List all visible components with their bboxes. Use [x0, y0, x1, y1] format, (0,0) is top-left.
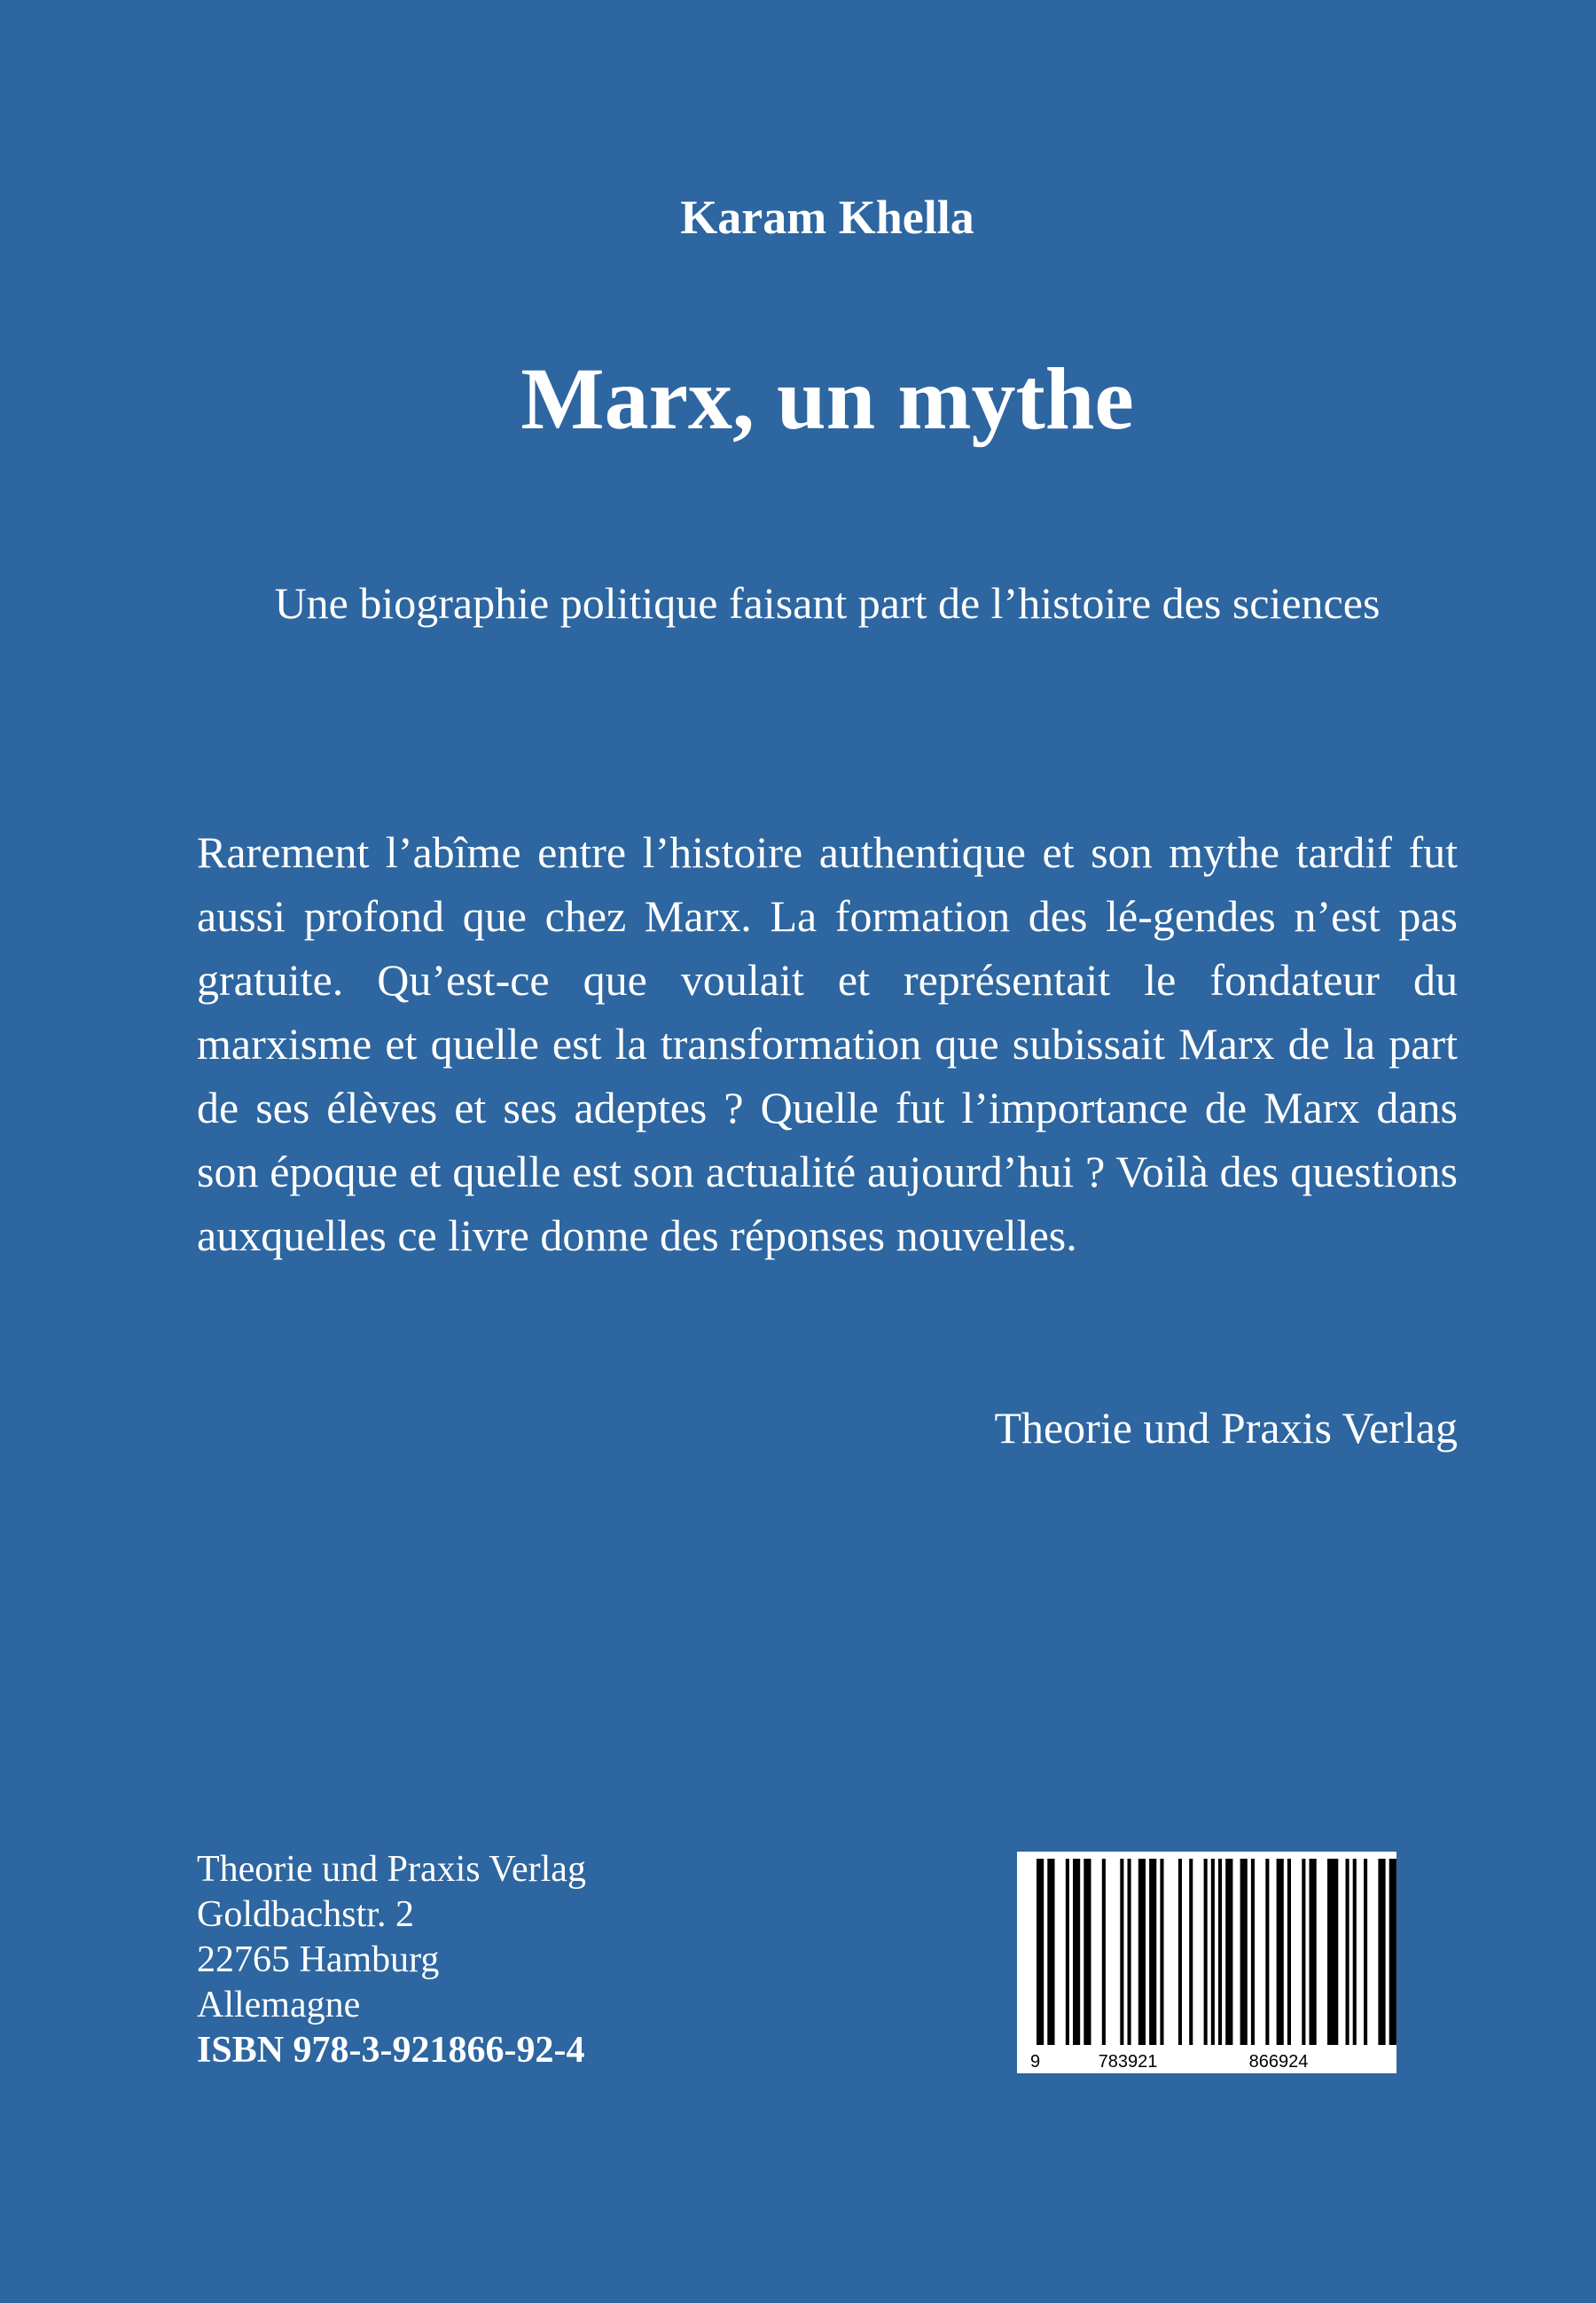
barcode-bar	[1225, 1859, 1232, 2045]
isbn-number: ISBN 978-3-921866-92-4	[197, 2030, 585, 2071]
barcode-bar	[1037, 1859, 1044, 2045]
barcode-digits-left: 783921	[1098, 2052, 1158, 2072]
barcode-bar	[1178, 1859, 1182, 2045]
barcode-bar	[1120, 1859, 1123, 2045]
barcode-graphic	[1017, 1852, 1396, 2073]
barcode-bar	[1160, 1859, 1163, 2045]
blurb-paragraph: Rarement l’abîme entre l’histoire authentique et son mythe tardif fut aussi profond que chez Marx. La formation des lé-gendes n’est pas gratuite. Qu’est-ce que voulait et représentait le fondateur du marxisme et quelle est la transformation que subissait Marx de la part de ses élèves et ses adeptes ? Quelle fut l’importance de Marx dans son époque et quelle est son actualité aujourd’hui ? Voilà des questions auxquelles ce livre donne des réponses nouvelles.	[197, 827, 1458, 1260]
barcode-bar	[1364, 1859, 1367, 2045]
barcode-bar	[1084, 1859, 1091, 2045]
barcode-bar	[1149, 1859, 1156, 2045]
barcode-bar	[1353, 1859, 1357, 2045]
barcode-bar	[1265, 1859, 1269, 2045]
address-street: Goldbachstr. 2	[197, 1894, 414, 1935]
publisher-signature: Theorie und Praxis Verlag	[994, 1403, 1458, 1453]
barcode-bar	[1287, 1859, 1291, 2045]
barcode-bar	[1302, 1859, 1305, 2045]
author-name: Karam Khella	[680, 191, 974, 244]
address-publisher: Theorie und Praxis Verlag	[197, 1849, 586, 1890]
barcode-bar	[1389, 1859, 1396, 2045]
publisher-address	[197, 1847, 995, 2073]
address-country: Allemagne	[197, 1985, 361, 2025]
barcode-bar	[1378, 1859, 1385, 2045]
barcode-bar	[1218, 1859, 1222, 2045]
barcode-bars	[1037, 1859, 1396, 2045]
barcode-bar	[1251, 1859, 1255, 2045]
barcode-bar	[1240, 1859, 1248, 2045]
barcode-digits-right: 866924	[1248, 2052, 1309, 2072]
barcode-bar	[1277, 1859, 1284, 2045]
barcode	[1017, 1852, 1396, 2073]
book-title: Marx, un mythe	[520, 349, 1134, 448]
address-city: 22765 Hamburg	[197, 1939, 440, 1980]
barcode-bar	[1073, 1859, 1080, 2045]
barcode-bar	[1327, 1859, 1338, 2045]
barcode-digit-first: 9	[1030, 2052, 1041, 2072]
barcode-bar	[1310, 1859, 1317, 2045]
barcode-bar	[1047, 1859, 1054, 2045]
barcode-bar	[1128, 1859, 1131, 2045]
barcode-bar	[1102, 1859, 1106, 2045]
book-subtitle: Une biographie politique faisant part de l’histoire des sciences	[274, 578, 1381, 628]
barcode-bar	[1211, 1859, 1215, 2045]
barcode-bar	[1066, 1859, 1069, 2045]
barcode-bar	[1189, 1859, 1193, 2045]
barcode-bar	[1346, 1859, 1350, 2045]
barcode-bar	[1204, 1859, 1208, 2045]
barcode-bar	[1138, 1859, 1146, 2045]
